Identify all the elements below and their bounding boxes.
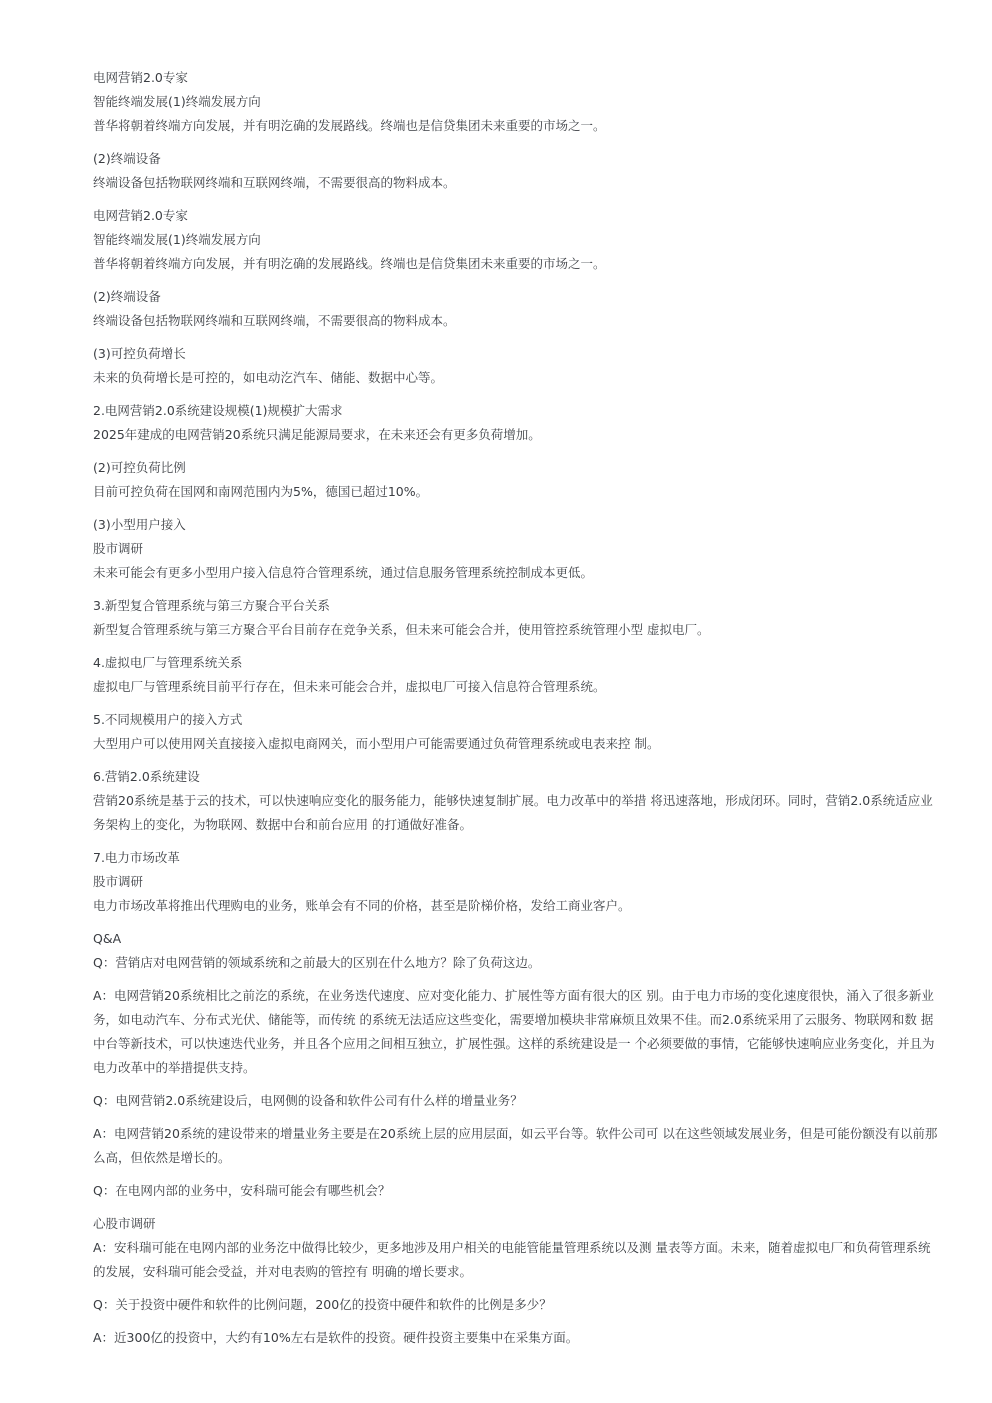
section-heading: (2)可控负荷比例 [93, 460, 186, 475]
question: Q：关于投资中硬件和软件的比例问题，200亿的投资中硬件和软件的比例是多少？ [93, 1297, 552, 1312]
section-heading: 4.虚拟电厂与管理系统关系 [93, 655, 243, 670]
question: Q：在电网内部的业务中，安科瑞可能会有哪些机会？ [93, 1183, 391, 1198]
text-line: 普华将朝着终端方向发展，并有明汔确的发展路线。终端也是信贷集团未来重要的市场之一。 [93, 118, 606, 133]
source-tag: 股市调研 [93, 874, 144, 889]
text-paragraph: 营销20系统是基于云的技术，可以快速响应变化的服务能力，能够快速复制扩展。电力改革中的举措 将迅速落地，形成闭环。同时，营销2.0系统适应业务架构上的变化，为物联网、数据中台和前台应用 的打通做好准备。 [93, 793, 933, 832]
answer: A：电网营销20系统的建设带来的增量业务主要是在20系统上层的应用层面，如云平台等。软件公司可 以在这些领域发展业务，但是可能份额没有以前那么高，但依然是增长的。 [93, 1126, 938, 1165]
section-heading: (3)可控负荷增长 [93, 346, 186, 361]
section-heading: 5.不同规模用户的接入方式 [93, 712, 243, 727]
text-line: 电力市场改革将推出代理购电的业务，账单会有不同的价格，甚至是阶梯价格，发给工商业客户。 [93, 898, 631, 913]
qa-heading: Q&A [93, 931, 122, 946]
text-line: 目前可控负荷在国网和南网范围内为5%，德国已超过10%。 [93, 484, 429, 499]
section-heading: 2.电网营销2.0系统建设规模(1)规模扩大需求 [93, 403, 343, 418]
text-line: 未来的负荷增长是可控的，如电动汔汽车、储能、数据中心等。 [93, 370, 444, 385]
section-heading: 6.营销2.0系统建设 [93, 769, 200, 784]
section-heading: 3.新型复合管理系统与第三方聚合平台关系 [93, 598, 330, 613]
text-line: 虚拟电厂与管理系统目前平行存在，但未来可能会合并，虚拟电厂可接入信息符合管理系统。 [93, 679, 606, 694]
text-line: 未来可能会有更多小型用户接入信息符合管理系统，通过信息服务管理系统控制成本更低。 [93, 565, 594, 580]
text-line: 电网营销2.0专家 [93, 208, 188, 223]
text-line: 2025年建成的电网营销20系统只满足能源局要求，在未来还会有更多负荷增加。 [93, 427, 541, 442]
text-line: 智能终端发展(1)终端发展方向 [93, 94, 261, 109]
text-line: 终端设备包括物联网终端和互联网终端，不需要很高的物料成本。 [93, 175, 456, 190]
text-line: 智能终端发展(1)终端发展方向 [93, 232, 261, 247]
source-tag: 股市调研 [93, 541, 144, 556]
text-line: 终端设备包括物联网终端和互联网终端，不需要很高的物料成本。 [93, 313, 456, 328]
section-heading: (2)终端设备 [93, 289, 161, 304]
question: Q：电网营销2.0系统建设后，电网侧的设备和软件公司有什么样的增量业务？ [93, 1093, 523, 1108]
question: Q：营销店对电网营销的领域系统和之前最大的区别在什么地方？除了负荷这边。 [93, 955, 541, 970]
section-heading: 7.电力市场改革 [93, 850, 180, 865]
text-line: 电网营销2.0专家 [93, 70, 188, 85]
text-line: 大型用户可以使用网关直接接入虚拟电商网关，而小型用户可能需要通过负荷管理系统或电表来控 制。 [93, 736, 660, 751]
section-heading: (2)终端设备 [93, 151, 161, 166]
document-body [93, 66, 943, 1350]
text-line: 普华将朝着终端方向发展，并有明汔确的发展路线。终端也是信贷集团未来重要的市场之一。 [93, 256, 606, 271]
answer: A：安科瑞可能在电网内部的业务汔中做得比较少，更多地涉及用户相关的电能管能量管理系统以及测 量表等方面。未来，随着虚拟电厂和负荷管理系统的发展，安科瑞可能会受益，并对电表购的管控有 明确的增长要求。 [93, 1240, 931, 1279]
answer: A：近300亿的投资中，大约有10%左右是软件的投资。硬件投资主要集中在采集方面。 [93, 1330, 579, 1345]
answer: A：电网营销20系统相比之前汔的系统，在业务迭代速度、应对变化能力、扩展性等方面有很大的区 别。由于电力市场的变化速度很快，涌入了很多新业务，如电动汽车、分布式光伏、储能等，而传统 的系统无法适应这些变化，需要增加模块非常麻烦且效果不佳。而2.0系统采用了云服务、物联网和数 据中台等新技术，可以快速迭代业务，并且各个应用之间相互独立，扩展性强。这样的系统建设是一 个必须要做的事情，它能够快速响应业务变化，并且为电力改革中的举措提供支持。 [93, 988, 935, 1075]
text-line: 新型复合管理系统与第三方聚合平台目前存在竞争关系，但未来可能会合并，使用管控系统管理小型 虚拟电厂。 [93, 622, 710, 637]
section-heading: (3)小型用户接入 [93, 517, 186, 532]
source-tag: 心股市调研 [93, 1216, 156, 1231]
